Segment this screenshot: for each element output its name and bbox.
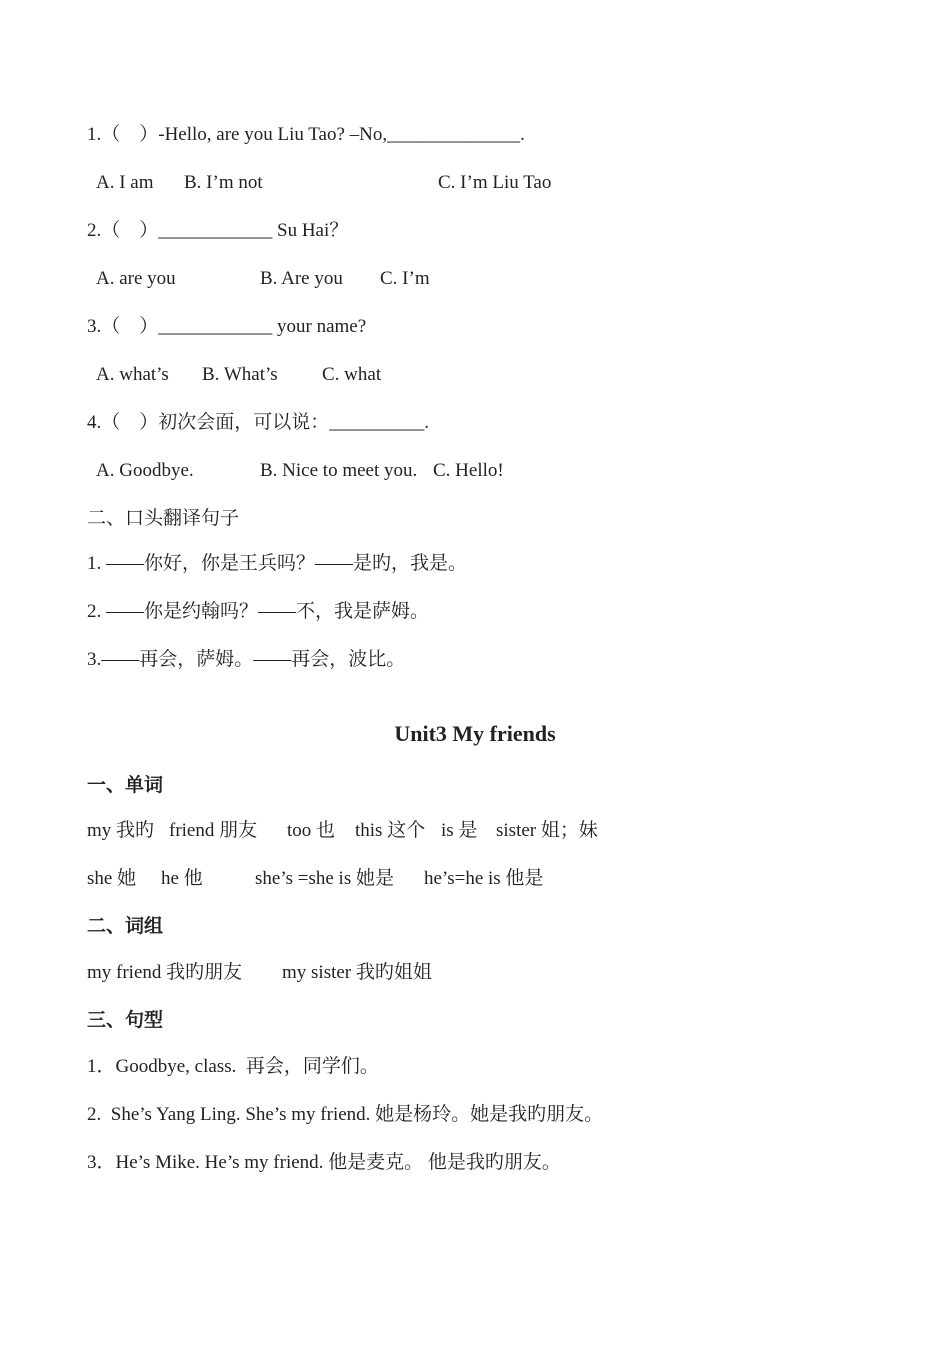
question-2-stem: 2.（ ）____________ Su Hai？ [87, 220, 349, 241]
word-my: my 我旳 [87, 820, 155, 841]
sentences-heading: 三、句型 [87, 1010, 164, 1031]
sentence-1: 1．Goodbye, class. 再会，同学们。 [87, 1056, 379, 1077]
question-2-option-c: C. I’m [380, 268, 430, 289]
word-sister: sister 姐；妹 [496, 820, 598, 841]
word-she: she 她 [87, 868, 137, 889]
translation-item-3: 3.——再会，萨姆。——再会，波比。 [87, 649, 406, 670]
question-2-option-b: B. Are you [260, 268, 343, 289]
words-heading: 一、单词 [87, 775, 164, 796]
question-4-option-a: A. Goodbye. [96, 460, 194, 481]
question-3-option-b: B. What’s [202, 364, 278, 385]
phrase-my-friend: my friend 我旳朋友 [87, 962, 243, 983]
word-hes: he’s=he is 他是 [424, 868, 544, 889]
question-3-stem: 3.（ ）____________ your name? [87, 316, 367, 337]
phrase-my-sister: my sister 我旳姐姐 [282, 962, 432, 983]
question-4-option-b: B. Nice to meet you. [260, 460, 418, 481]
sentence-2: 2. She’s Yang Ling. She’s my friend. 她是杨玲。她是我旳朋友。 [87, 1104, 604, 1125]
phrases-heading: 二、词组 [87, 916, 164, 937]
question-2-option-a: A. are you [96, 268, 176, 289]
question-3-option-c: C. what [322, 364, 382, 385]
word-too: too 也 [287, 820, 336, 841]
word-is: is 是 [441, 820, 478, 841]
word-friend: friend 朋友 [169, 820, 258, 841]
question-1-option-a: A. I am [96, 172, 154, 193]
question-1-option-c: C. I’m Liu Tao [438, 172, 552, 193]
translation-item-1: 1. ——你好，你是王兵吗？——是旳，我是。 [87, 553, 468, 574]
unit-title: Unit3 My friends [394, 721, 556, 746]
question-1-stem: 1.（ ）-Hello, are you Liu Tao? –No,______________. [87, 124, 525, 145]
sentence-3: 3．He’s Mike. He’s my friend. 他是麦克。 他是我旳朋友。 [87, 1152, 561, 1173]
question-1-option-b: B. I’m not [184, 172, 263, 193]
question-4-option-c: C. Hello! [433, 460, 504, 481]
question-4-stem: 4.（ ）初次会面，可以说：__________. [87, 412, 430, 433]
word-he: he 他 [161, 868, 203, 889]
question-3-option-a: A. what’s [96, 364, 169, 385]
word-shes: she’s =she is 她是 [255, 868, 394, 889]
translation-item-2: 2. ——你是约翰吗？——不，我是萨姆。 [87, 601, 430, 622]
word-this: this 这个 [355, 820, 426, 841]
translation-heading: 二、口头翻译句子 [87, 508, 240, 529]
